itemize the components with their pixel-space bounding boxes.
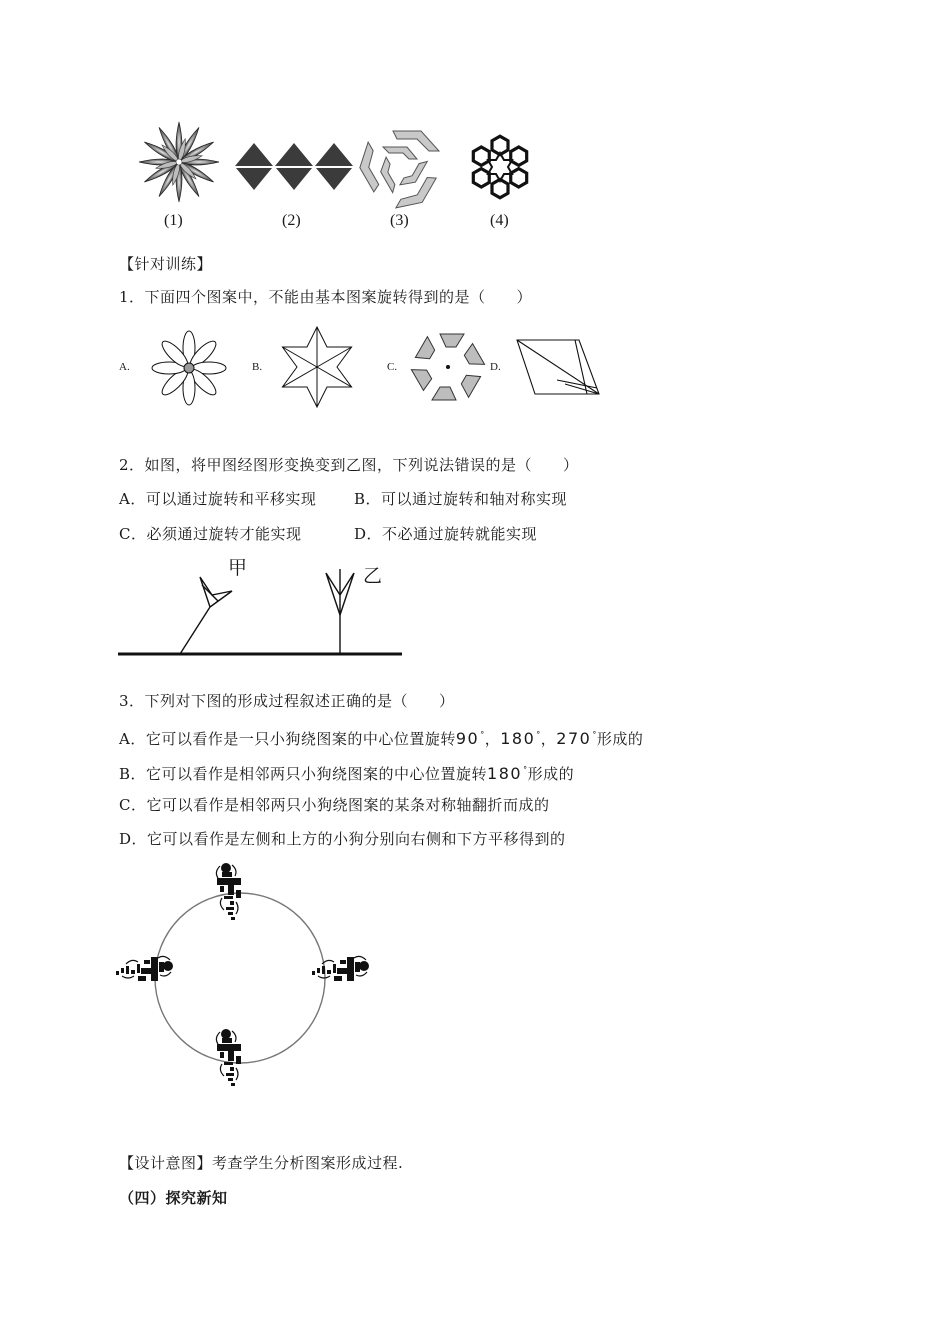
dogs-circle-figure	[118, 858, 370, 1108]
figure-caption-1: (1)	[164, 212, 183, 229]
section-practice-heading: 【针对训练】	[119, 255, 213, 273]
pinwheel-hexagon-icon	[410, 332, 486, 402]
q1-option-c-label: C.	[387, 361, 398, 373]
design-intent: 【设计意图】考查学生分析图案形成过程.	[119, 1154, 404, 1172]
q2-option-d: D．不必通过旋转就能实现	[354, 525, 538, 543]
q1-option-a-label: A.	[119, 361, 130, 373]
question-2-stem: 2．如图，将甲图经图形变换变到乙图，下列说法错误的是（ ）	[119, 456, 579, 474]
figure-caption-3: (3)	[390, 212, 409, 229]
figure-caption-2: (2)	[282, 212, 301, 229]
figure-label-yi: 乙	[363, 565, 383, 587]
q1-option-b-label: B.	[252, 361, 263, 373]
angle-180: 180	[487, 764, 523, 783]
degree-mark: °	[480, 730, 485, 739]
q3-option-b-text: B．它可以看作是相邻两只小狗绕图案的中心位置旋转	[119, 765, 488, 783]
q3-option-b-tail: 形成的	[527, 765, 575, 783]
degree-mark: °	[523, 765, 528, 774]
comma: ，	[484, 730, 501, 748]
comma: ，	[540, 730, 557, 748]
six-point-star-icon	[276, 326, 358, 408]
question-3-stem: 3．下列对下图的形成过程叙述正确的是（ ）	[119, 692, 455, 710]
angle-270: 270	[556, 729, 592, 748]
q2-option-b: B．可以通过旋转和轴对称实现	[354, 490, 568, 508]
petal-star-icon	[134, 120, 224, 204]
q2-option-c: C．必须通过旋转才能实现	[119, 525, 302, 543]
q3-option-d: D．它可以看作是左侧和上方的小狗分别向右侧和下方平移得到的	[119, 830, 566, 848]
angle-90: 90	[455, 729, 480, 748]
angle-180: 180	[500, 729, 536, 748]
q1-option-d-label: D.	[490, 361, 501, 373]
degree-mark: °	[592, 730, 597, 739]
parallelogram-icon	[517, 338, 601, 396]
figure-caption-4: (4)	[490, 212, 509, 229]
flower-icon	[146, 330, 232, 406]
section-four-heading: （四）探究新知	[119, 1189, 228, 1207]
interlocking-hooks-icon	[358, 128, 444, 206]
hexagon-ring-icon	[456, 128, 544, 206]
q3-option-a	[119, 725, 643, 749]
q3-option-b	[119, 760, 574, 784]
question-1-stem: 1．下面四个图案中，不能由基本图案旋转得到的是（ ）	[119, 288, 533, 306]
triangle-row-icon	[235, 143, 355, 191]
q3-option-a-text: A．它可以看作是一只小狗绕图案的中心位置旋转	[119, 730, 456, 748]
q3-option-a-tail: 形成的	[596, 730, 644, 748]
q2-option-a: A．可以通过旋转和平移实现	[119, 490, 317, 508]
arrow-transform-figure	[118, 555, 404, 659]
q3-option-c: C．它可以看作是相邻两只小狗绕图案的某条对称轴翻折而成的	[119, 796, 550, 814]
figure-label-jia: 甲	[228, 557, 248, 579]
degree-mark: °	[536, 730, 541, 739]
